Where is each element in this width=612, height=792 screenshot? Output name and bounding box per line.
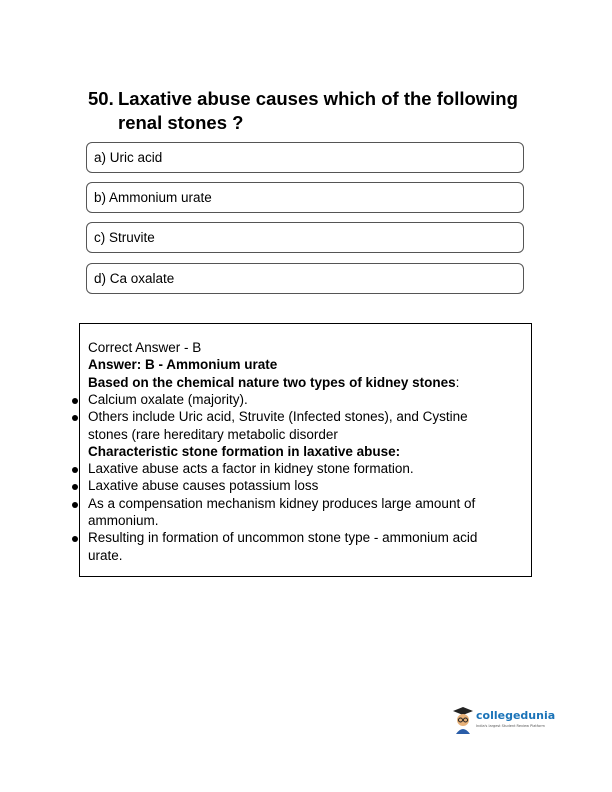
- bullet-icon: [72, 484, 78, 490]
- heading-stone-types-colon: :: [455, 375, 460, 390]
- point-compensation-l1: As a compensation mechanism kidney produces large amount of: [88, 496, 476, 511]
- point-laxative-factor: Laxative abuse acts a factor in kidney stone formation.: [88, 461, 414, 476]
- heading-laxative: Characteristic stone formation in laxative abuse:: [88, 444, 401, 459]
- bullet-icon: [72, 467, 78, 473]
- collegedunia-logo: [452, 704, 562, 740]
- bullet-icon: [72, 415, 78, 421]
- point-result-l2: urate.: [88, 548, 123, 563]
- option-d[interactable]: d) Ca oxalate: [86, 263, 524, 294]
- bullet-icon: [72, 398, 78, 404]
- heading-stone-types: [88, 374, 518, 392]
- bullet-icon: [72, 536, 78, 542]
- question-title: [88, 87, 528, 135]
- option-b[interactable]: b) Ammonium urate: [86, 182, 524, 213]
- bullet-icon: [72, 502, 78, 508]
- point-others-l1: Others include Uric acid, Struvite (Infected stones), and Cystine: [88, 409, 468, 424]
- point-calcium-oxalate: Calcium oxalate (majority).: [88, 392, 248, 407]
- point-result-l1: Resulting in formation of uncommon stone type - ammonium acid: [88, 530, 478, 545]
- point-others-l2: stones (rare hereditary metabolic disorder: [88, 427, 338, 442]
- option-a[interactable]: a) Uric acid: [86, 142, 524, 173]
- point-potassium-loss: Laxative abuse causes potassium loss: [88, 478, 319, 493]
- logo-wordmark: collegedunia: [476, 709, 556, 722]
- question-number: 50.: [88, 88, 114, 109]
- answer-line: Answer: B - Ammonium urate: [88, 357, 278, 372]
- heading-stone-types-text: Based on the chemical nature two types of kidney stones: [88, 375, 456, 390]
- correct-answer: Correct Answer - B: [88, 340, 202, 355]
- question-text: Laxative abuse causes which of the following renal stones ?: [118, 88, 518, 133]
- option-c[interactable]: c) Struvite: [86, 222, 524, 253]
- point-compensation-l2: ammonium.: [88, 513, 159, 528]
- mascot-icon: [452, 706, 474, 736]
- logo-tagline: India's largest Student Review Platform: [476, 724, 545, 728]
